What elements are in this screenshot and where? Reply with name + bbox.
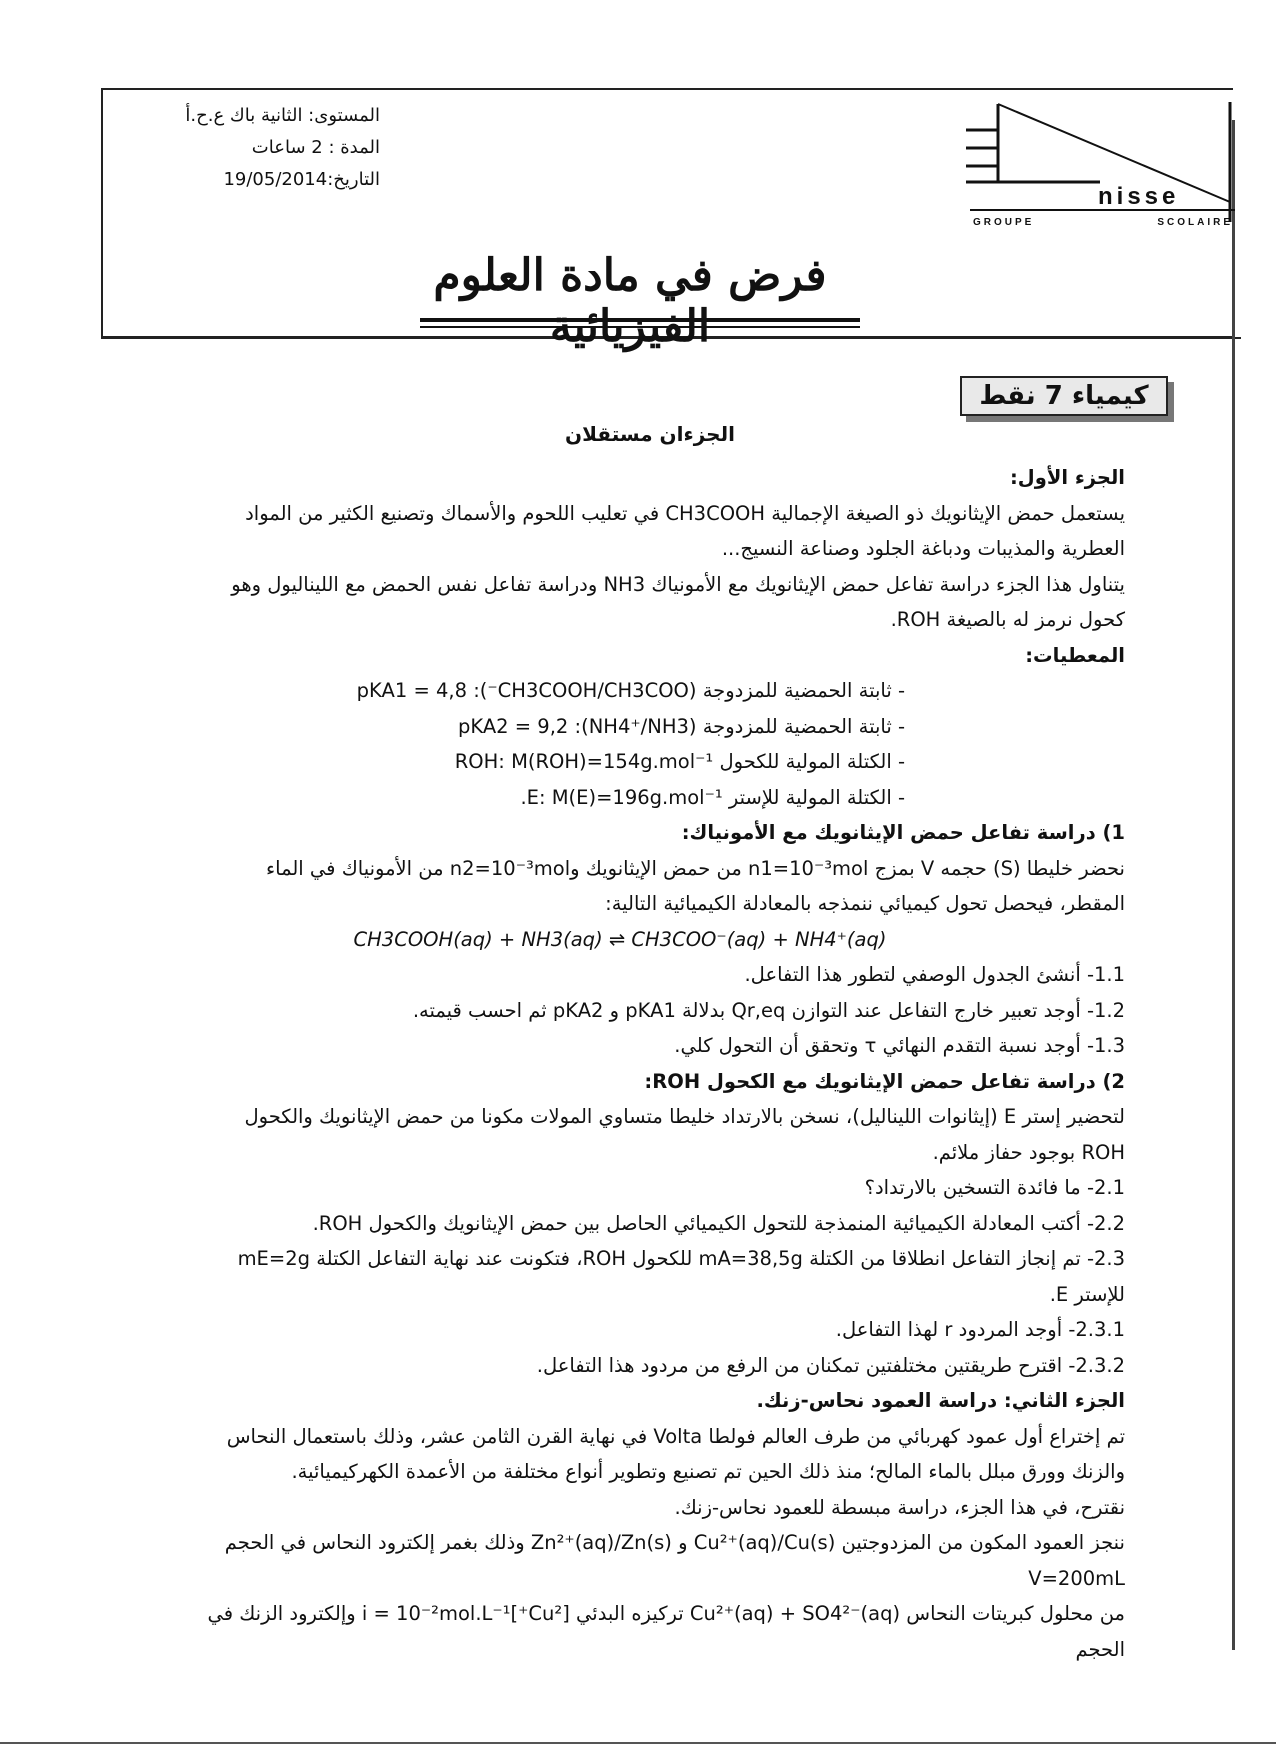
logo-subtitle-right: SCOLAIRE xyxy=(1157,217,1233,228)
text-line: ننجز العمود المكون من المزدوجتين Cu²⁺(aq)/Cu(s) و Zn²⁺(aq)/Zn(s) وذلك بغمر إلكترود النحاس في الحجم V=200mL xyxy=(224,1531,1125,1590)
question: 2.3- تم إنجاز التفاعل انطلاقا من الكتلة mA=38,5g للكحول ROH، فتكونت عند نهاية التفاعل الكتلة mE=2g xyxy=(237,1247,1125,1270)
question: 2.3.1- أوجد المردود r لهذا التفاعل. xyxy=(835,1318,1125,1341)
text-line: نقترح، في هذا الجزء، دراسة مبسطة للعمود نحاس-زنك. xyxy=(674,1495,1125,1519)
data-item: - الكتلة المولية للإستر E: M(E)=196g.mol⁻¹. xyxy=(520,785,905,809)
text-line: العطرية والمذيبات ودباغة الجلود وصناعة النسيج... xyxy=(721,537,1125,560)
text-line: والزنك وورق مبلل بالماء المالح؛ منذ ذلك الحين تم تصنيع وتطوير أنواع مختلفة من الأعمدة الكهركيميائية. xyxy=(291,1460,1125,1483)
section-badge: كيمياء 7 نقط xyxy=(960,376,1168,416)
part-heading: الجزء الثاني: دراسة العمود نحاس-زنك. xyxy=(756,1389,1125,1412)
exam-content xyxy=(195,460,1125,1667)
logo-subtitle-left: GROUPE xyxy=(973,217,1035,228)
part-heading: الجزء الأول: xyxy=(1010,466,1125,489)
data-item: - الكتلة المولية للكحول ROH: M(ROH)=154g.mol⁻¹ xyxy=(454,750,905,773)
question: 2.2- أكتب المعادلة الكيميائية المنمذجة للتحول الكيميائي الحاصل بين حمض الإيثانويك والكحول ROH. xyxy=(312,1211,1125,1235)
text-line: لتحضير إستر E (إيثانوات الليناليل)، نسخن بالارتداد خليطا متساوي المولات مكونا من حمض الإيثانويك والكحول xyxy=(244,1105,1125,1128)
text-line: تم إختراع أول عمود كهربائي من طرف العالم فولطا Volta في نهاية القرن الثامن عشر، وذلك باستعمال النحاس xyxy=(226,1424,1125,1448)
logo-subtitle xyxy=(973,217,1233,228)
text-line: ROH بوجود حفاز ملائم. xyxy=(932,1140,1125,1164)
exam-title: فرض في مادة العلوم xyxy=(433,250,827,301)
data-item: - ثابتة الحمضية للمزدوجة (NH4⁺/NH3): pKA2 = 9,2 xyxy=(458,714,905,738)
title-underline xyxy=(420,318,860,322)
section-heading: 1) دراسة تفاعل حمض الإيثانويك مع الأمونياك: xyxy=(681,821,1125,844)
chemical-equation: CH3COOH(aq) + NH3(aq) ⇌ CH3COO⁻(aq) + NH4⁺(aq) xyxy=(353,927,887,951)
text-line: نحضر خليطا (S) حجمه V بمزج n1=10⁻³mol من حمض الإيثانويك وn2=10⁻³mol من الأمونياك في الماء xyxy=(265,856,1125,880)
question: 1.1- أنشئ الجدول الوصفي لتطور هذا التفاعل. xyxy=(744,963,1125,986)
data-item: - ثابتة الحمضية للمزدوجة (CH3COOH/CH3COO⁻): pKA1 = 4,8 xyxy=(356,679,905,702)
question: 1.2- أوجد تعبير خارج التفاعل عند التوازن Qr,eq بدلالة pKA1 و pKA2 ثم احسب قيمته. xyxy=(412,998,1125,1022)
title-underline-thin xyxy=(420,326,860,328)
exam-metadata xyxy=(160,100,380,196)
text-line: المقطر، فيحصل تحول كيميائي ننمذجه بالمعادلة الكيميائية التالية: xyxy=(605,892,1125,915)
question: 2.1- ما فائدة التسخين بالارتداد؟ xyxy=(864,1176,1125,1199)
data-heading: المعطيات: xyxy=(1025,643,1125,667)
text-line: يستعمل حمض الإيثانويك ذو الصيغة الإجمالية CH3COOH في تعليب اللحوم والأسماك وتصنيع الكثير من المواد xyxy=(245,501,1125,525)
level-text: المستوى: الثانية باك ع.ح.أ xyxy=(185,105,380,126)
text-line: كحول نرمز له بالصيغة ROH. xyxy=(890,608,1125,631)
page-right-border xyxy=(1232,120,1235,1650)
duration-text: المدة : 2 ساعات xyxy=(251,137,380,158)
section-heading: 2) دراسة تفاعل حمض الإيثانويك مع الكحول ROH: xyxy=(644,1069,1125,1093)
question: 1.3- أوجد نسبة التقدم النهائي τ وتحقق أن التحول كلي. xyxy=(674,1034,1125,1057)
page-bottom-line xyxy=(0,1742,1276,1744)
question: 2.3.2- اقترح طريقتين مختلفتين تمكنان من الرفع من مردود هذا التفاعل. xyxy=(536,1353,1125,1377)
text-line: يتناول هذا الجزء دراسة تفاعل حمض الإيثانويك مع الأمونياك NH3 ودراسة تفاعل نفس الحمض مع الليناليول وهو xyxy=(231,572,1125,596)
parts-note: الجزءان مستقلان xyxy=(565,422,735,446)
logo-name: nisse xyxy=(1098,183,1180,210)
date-text: التاريخ:19/05/2014 xyxy=(223,169,380,190)
text-line: للإستر E. xyxy=(1049,1282,1125,1306)
text-line: من محلول كبريتات النحاس Cu²⁺(aq) + SO4²⁻(aq) تركيزه البدئي [Cu²⁺]i = 10⁻²mol.L⁻¹ وإلكترود الزنك في الحجم xyxy=(207,1602,1125,1661)
